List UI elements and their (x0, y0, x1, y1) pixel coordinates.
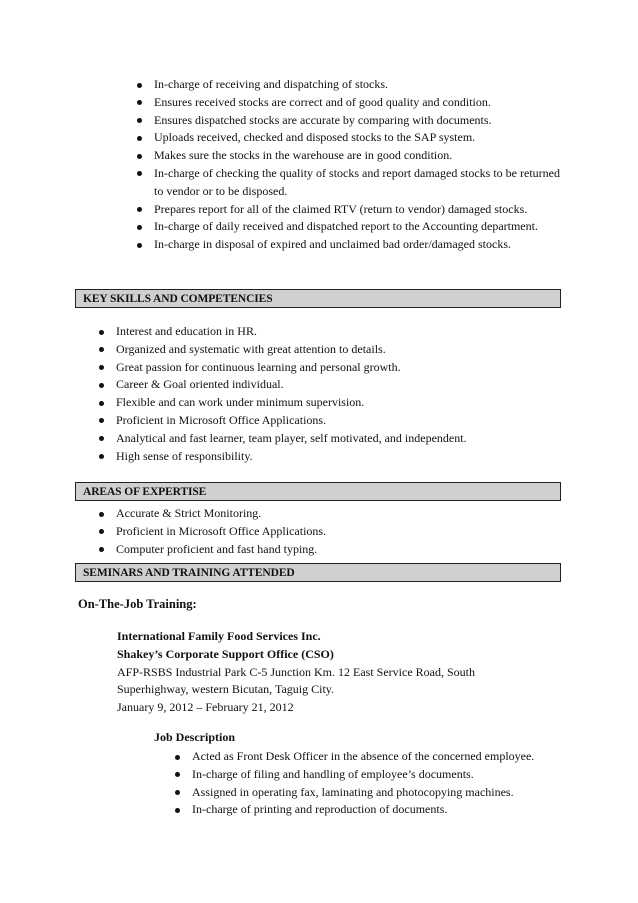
list-item: Assigned in operating fax, laminating and photocopying machines. (192, 784, 592, 802)
list-item: In-charge in disposal of expired and unclaimed bad order/damaged stocks. (154, 236, 564, 254)
list-item: Ensures dispatched stocks are accurate by comparing with documents. (154, 112, 564, 130)
key-skills-list (116, 323, 566, 465)
list-item: Great passion for continuous learning and personal growth. (116, 359, 566, 377)
list-item: Acted as Front Desk Officer in the absence of the concerned employee. (192, 748, 592, 766)
office-name: Shakey’s Corporate Support Office (CSO) (117, 646, 334, 661)
list-item: In-charge of printing and reproduction of documents. (192, 801, 592, 819)
seminars-heading: SEMINARS AND TRAINING ATTENDED (75, 563, 561, 582)
ojt-title: On-The-Job Training: (78, 597, 197, 611)
list-item: Proficient in Microsoft Office Applications. (116, 523, 566, 541)
job-description-list (192, 748, 592, 819)
address-line-2: Superhighway, western Bicutan, Taguig City. (117, 682, 335, 697)
job-description-title: Job Description (154, 730, 235, 744)
areas-of-expertise-heading: AREAS OF EXPERTISE (75, 482, 561, 501)
list-item: Interest and education in HR. (116, 323, 566, 341)
list-item: Computer proficient and fast hand typing. (116, 541, 566, 559)
list-item: Flexible and can work under minimum supervision. (116, 394, 566, 412)
list-item: Career & Goal oriented individual. (116, 376, 566, 394)
list-item: High sense of responsibility. (116, 448, 566, 466)
company-block (117, 628, 475, 717)
list-item: In-charge of checking the quality of stocks and report damaged stocks to be returned to vendor or to be disposed. (154, 165, 564, 201)
list-item: Makes sure the stocks in the warehouse are in good condition. (154, 147, 564, 165)
address-line-1: AFP-RSBS Industrial Park C-5 Junction Km. 12 East Service Road, South (117, 664, 475, 679)
key-skills-heading: KEY SKILLS AND COMPETENCIES (75, 289, 561, 308)
list-item: Uploads received, checked and disposed stocks to the SAP system. (154, 129, 564, 147)
list-item: Accurate & Strict Monitoring. (116, 505, 566, 523)
duties-list (154, 76, 564, 254)
list-item: In-charge of receiving and dispatching of stocks. (154, 76, 564, 94)
areas-of-expertise-list (116, 505, 566, 558)
list-item: Organized and systematic with great attention to details. (116, 341, 566, 359)
list-item: Proficient in Microsoft Office Applications. (116, 412, 566, 430)
list-item: Ensures received stocks are correct and of good quality and condition. (154, 94, 564, 112)
list-item: Analytical and fast learner, team player, self motivated, and independent. (116, 430, 566, 448)
training-dates: January 9, 2012 – February 21, 2012 (117, 700, 294, 715)
list-item: In-charge of daily received and dispatched report to the Accounting department. (154, 218, 564, 236)
list-item: In-charge of filing and handling of employee’s documents. (192, 766, 592, 784)
company-name: International Family Food Services Inc. (117, 629, 321, 643)
list-item: Prepares report for all of the claimed RTV (return to vendor) damaged stocks. (154, 201, 564, 219)
